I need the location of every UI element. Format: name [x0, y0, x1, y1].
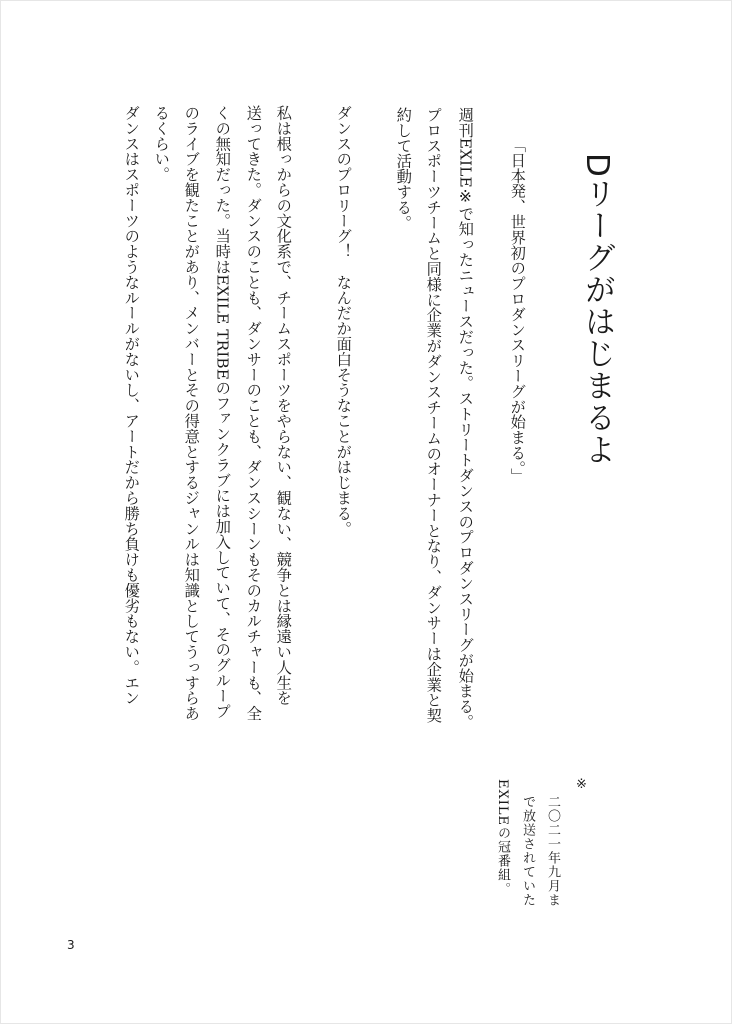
body-line: 私は根っからの文化系で、チームスポーツをやらない、観ない、競争とは縁遠い人生を [274, 105, 293, 706]
body-line: くの無知だった。当時はEXILE TRIBEのファンクラブには加入していて、そのグループ [213, 105, 232, 719]
body-line: ダンスのプロリーグ！ なんだか面白そうなことがはじまる。 [334, 105, 353, 537]
body-line: のライブを観たことがあり、メンバーとその得意とするジャンルは知識としてうっすらあ [182, 105, 201, 721]
chapter-title: Dリーグがはじまるよ [579, 153, 615, 466]
footnote-line: EXILEの冠番組。 [495, 779, 510, 897]
footnote-line: で放送されていた [520, 795, 535, 907]
body-line: るくらい。 [152, 105, 171, 182]
body-line: 週刊EXILE※で知ったニュースだった。ストリートダンスのプロダンスリーグが始まる。 [456, 107, 475, 730]
body-line: 送ってきた。ダンスのことも、ダンサーのことも、ダンスシーンもそのカルチャーも、全 [244, 105, 263, 721]
page-number: 3 [67, 938, 75, 952]
body-line: ダンスはスポーツのようなルールがないし、アートだから勝ち負けも優劣もない。エン [122, 105, 141, 706]
body-line: 約して活動する。 [394, 107, 413, 231]
footnote-line: 二〇二一年九月ま [545, 795, 560, 907]
footnote-mark: ※ [574, 777, 589, 793]
quote-line: 「日本発、世界初のプロダンスリーグが始まる。」 [508, 137, 527, 484]
body-line: プロスポーツチームと同様に企業がダンスチームのオーナーとなり、ダンサーは企業と契 [424, 107, 443, 723]
